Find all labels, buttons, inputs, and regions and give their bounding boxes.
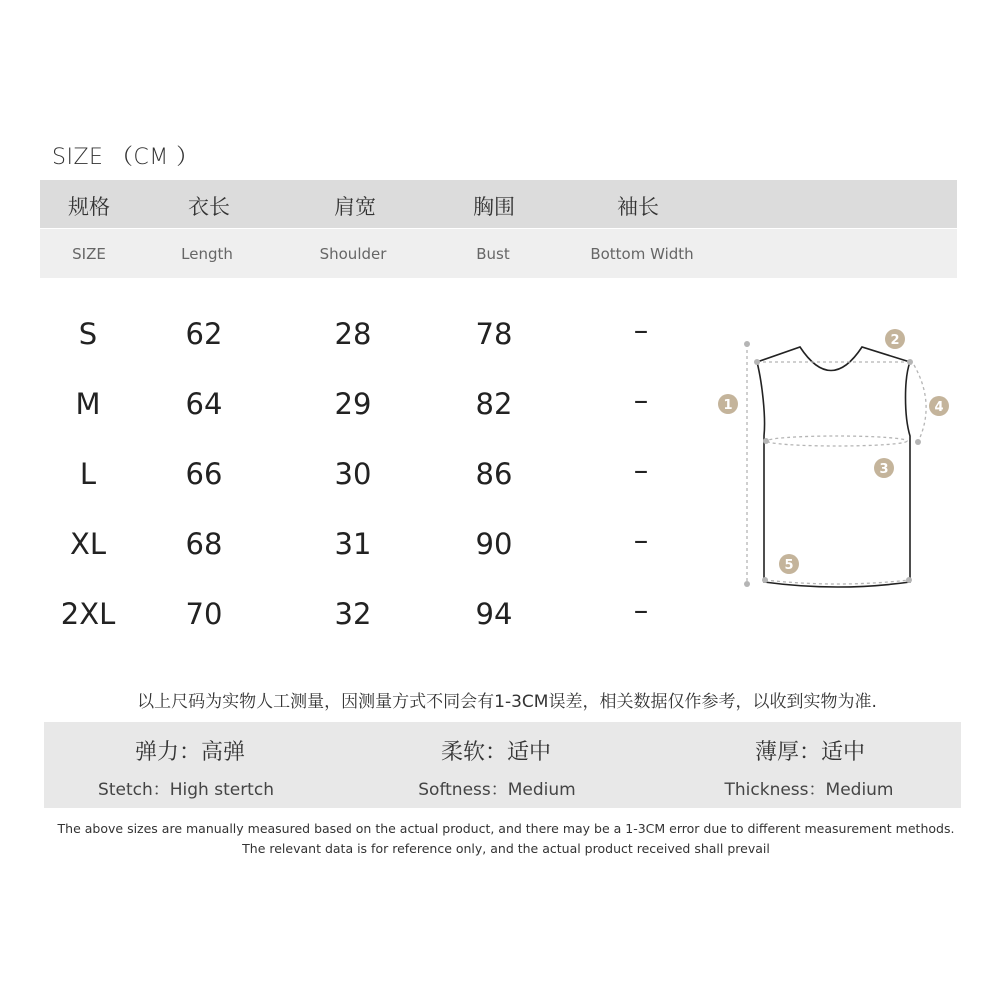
table-cell-size: L bbox=[79, 457, 97, 491]
measurement-note-english-line-1: The above sizes are manually measured based on the actual product, and there may be a 1-3CM error due to different measurement methods. bbox=[57, 821, 955, 836]
table-cell-shoulder: 30 bbox=[334, 457, 372, 491]
column-header-size-en: SIZE bbox=[72, 245, 106, 263]
table-cell-length: 68 bbox=[185, 527, 223, 561]
table-cell-size: XL bbox=[69, 527, 107, 561]
svg-text:5: 5 bbox=[784, 558, 794, 573]
table-cell-bottom-width: – bbox=[633, 523, 649, 557]
column-header-sleeve-zh: 袖长 bbox=[617, 195, 659, 219]
table-cell-bottom-width: – bbox=[633, 453, 649, 487]
svg-text:4: 4 bbox=[934, 400, 944, 415]
marker-4 bbox=[929, 396, 949, 416]
softness-property-en: Softness：Medium bbox=[418, 780, 576, 800]
guide-endpoints bbox=[744, 341, 921, 587]
column-header-size-zh: 规格 bbox=[68, 195, 110, 219]
table-cell-shoulder: 31 bbox=[334, 527, 372, 561]
bust-guide bbox=[767, 436, 907, 446]
marker-1 bbox=[718, 394, 738, 414]
column-header-bottom-width-en: Bottom Width bbox=[590, 245, 694, 263]
table-cell-size: M bbox=[75, 387, 101, 421]
table-cell-bottom-width: – bbox=[633, 593, 649, 627]
thickness-property-en: Thickness：Medium bbox=[724, 780, 894, 800]
column-header-length-zh: 衣长 bbox=[188, 195, 230, 219]
measurement-guides bbox=[747, 344, 926, 584]
measurement-note-english-line-2: The relevant data is for reference only, and the actual product received shall prevail bbox=[242, 841, 770, 856]
armhole-guide bbox=[914, 365, 926, 442]
stretch-property-en: Stetch：High stertch bbox=[98, 780, 274, 800]
column-header-shoulder-zh: 肩宽 bbox=[334, 195, 376, 219]
svg-text:3: 3 bbox=[879, 462, 889, 477]
table-cell-length: 62 bbox=[185, 317, 223, 351]
table-cell-bust: 90 bbox=[475, 527, 513, 561]
tank-top-measurement-diagram bbox=[700, 320, 960, 600]
table-cell-bottom-width: – bbox=[633, 313, 649, 347]
table-cell-shoulder: 29 bbox=[334, 387, 372, 421]
marker-5 bbox=[779, 554, 799, 574]
table-cell-shoulder: 28 bbox=[334, 317, 372, 351]
column-header-length-en: Length bbox=[181, 245, 233, 263]
column-header-bust-en: Bust bbox=[476, 245, 510, 263]
softness-property-zh: 柔软：适中 bbox=[440, 740, 552, 765]
table-cell-bust: 78 bbox=[475, 317, 513, 351]
table-cell-shoulder: 32 bbox=[334, 597, 372, 631]
table-cell-size: S bbox=[78, 317, 98, 351]
table-cell-length: 70 bbox=[185, 597, 223, 631]
marker-3 bbox=[874, 458, 894, 478]
table-cell-bust: 86 bbox=[475, 457, 513, 491]
svg-text:1: 1 bbox=[723, 398, 733, 413]
column-header-shoulder-en: Shoulder bbox=[319, 245, 387, 263]
size-chart-title: SIZE （CM ） bbox=[52, 145, 199, 170]
table-cell-size: 2XL bbox=[60, 597, 116, 631]
table-cell-length: 66 bbox=[185, 457, 223, 491]
table-cell-bust: 94 bbox=[475, 597, 513, 631]
column-header-bust-zh: 胸围 bbox=[473, 195, 515, 219]
bottom-width-guide bbox=[765, 580, 909, 584]
table-cell-length: 64 bbox=[185, 387, 223, 421]
stretch-property-zh: 弹力：高弹 bbox=[134, 740, 246, 765]
table-cell-bottom-width: – bbox=[633, 383, 649, 417]
table-cell-bust: 82 bbox=[475, 387, 513, 421]
svg-text:2: 2 bbox=[890, 333, 900, 348]
measurement-note-chinese: 以上尺码为实物人工测量，因测量方式不同会有1-3CM误差，相关数据仅作参考，以收到实物为准. bbox=[137, 692, 877, 712]
thickness-property-zh: 薄厚：适中 bbox=[754, 740, 866, 765]
marker-2 bbox=[885, 329, 905, 349]
